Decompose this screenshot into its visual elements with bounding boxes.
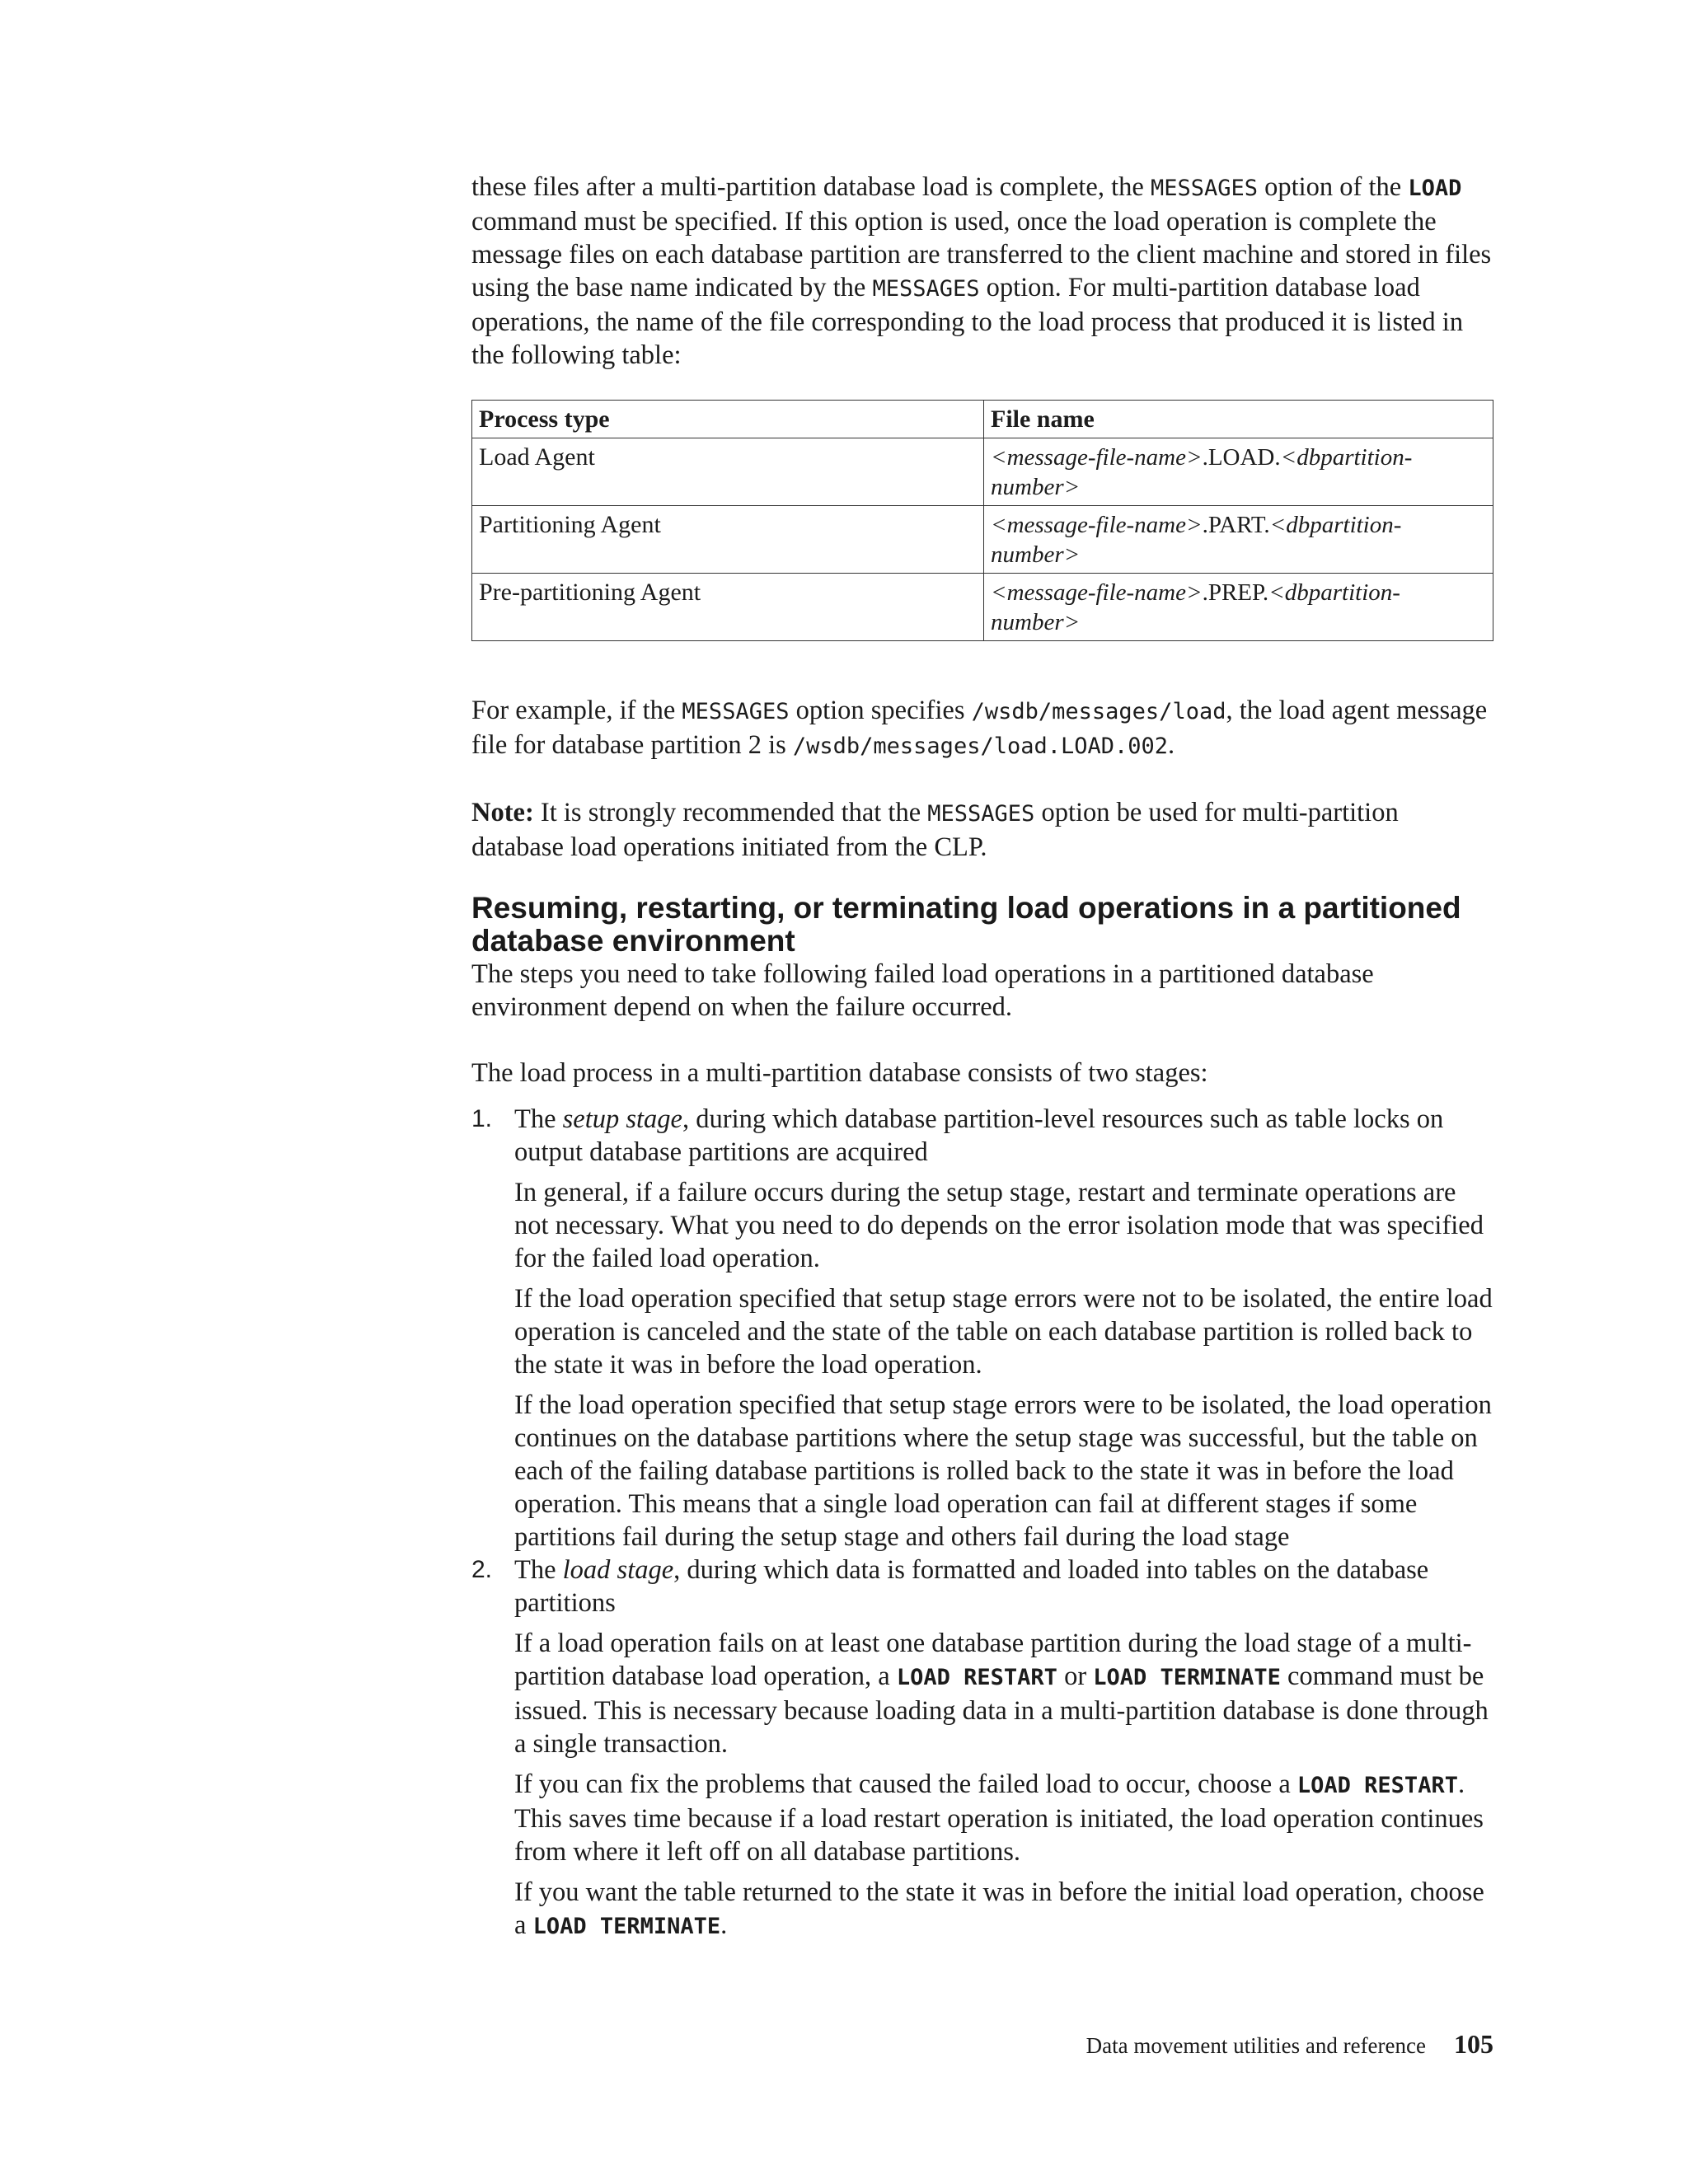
term-setup-stage: setup stage: [562, 1104, 682, 1134]
note-label: Note:: [471, 798, 534, 827]
list-number: 1.: [471, 1105, 493, 1132]
load-restart-command: LOAD RESTART: [896, 1665, 1057, 1690]
messages-option: MESSAGES: [1150, 176, 1258, 201]
messages-option: MESSAGES: [682, 699, 790, 724]
list-item-lead: The load stage, during which data is formatted and loaded into tables on the database partitions: [514, 1555, 1429, 1618]
note-paragraph: Note: It is strongly recommended that the MESSAGES option be used for multi-partition database load operations initiated from the CLP.: [471, 798, 1399, 862]
load-terminate-command: LOAD TERMINATE: [1093, 1665, 1281, 1690]
file-name-cell: <message-file-name>.LOAD.<dbpartition-number>: [984, 438, 1493, 506]
page-footer: [1086, 2027, 1493, 2062]
example-path: /wsdb/messages/load: [971, 699, 1226, 724]
messages-option: MESSAGES: [872, 276, 980, 302]
table-row: [472, 438, 1493, 506]
process-type-cell: Pre-partitioning Agent: [472, 574, 984, 641]
page-number: 105: [1454, 2029, 1493, 2059]
load-command: LOAD: [1408, 176, 1462, 201]
load-restart-command: LOAD RESTART: [1296, 1773, 1458, 1798]
column-header-process-type: Process type: [472, 401, 984, 438]
section-intro-paragraph: The steps you need to take following failed load operations in a partitioned database environment depend on when the failure occurred.: [471, 959, 1374, 1022]
term-load-stage: load stage: [562, 1555, 674, 1585]
list-item-paragraph: If you want the table returned to the state it was in before the initial load operation, choose a LOAD TERMINATE.: [514, 1877, 1484, 1940]
table-row: [472, 506, 1493, 574]
list-item-load-stage: [471, 1554, 1493, 1943]
file-name-cell: <message-file-name>.PREP.<dbpartition-number>: [984, 574, 1493, 641]
load-terminate-command: LOAD TERMINATE: [532, 1914, 721, 1939]
example-file-path: /wsdb/messages/load.LOAD.002: [792, 733, 1169, 759]
table-row: [472, 574, 1493, 641]
table-header-row: [472, 401, 1493, 438]
list-item-paragraph: If the load operation specified that setup stage errors were not to be isolated, the entire load operation is canceled and the state of the table on each database partition is rolled back to the state it was in before the load operation.: [514, 1284, 1493, 1380]
list-item-paragraph: If you can fix the problems that caused the failed load to occur, choose a LOAD RESTART. This saves time because if a load restart operation is initiated, the load operation continues from where it left off on all database partitions.: [514, 1769, 1484, 1867]
list-item-paragraph: In general, if a failure occurs during the setup stage, restart and terminate operations are not necessary. What you need to do depends on the error isolation mode that was specified for the failed load operation.: [514, 1178, 1484, 1273]
list-item-paragraph: If the load operation specified that setup stage errors were to be isolated, the load operation continues on the database partitions where the setup stage was successful, but the table on each of the failing database partitions is rolled back to the state it was in before the load operation. This means that a single load operation can fail at different stages if some partitions fail during the setup stage and others fail during the load stage: [514, 1390, 1492, 1552]
example-paragraph: For example, if the MESSAGES option specifies /wsdb/messages/load, the load agent message file for database partition 2 is /wsdb/messages/load.LOAD.002.: [471, 696, 1488, 760]
list-item-setup-stage: [471, 1103, 1493, 1554]
footer-title: Data movement utilities and reference: [1085, 2033, 1426, 2058]
list-item-lead: The setup stage, during which database partition-level resources such as table locks on output database partitions are acquired: [514, 1104, 1444, 1167]
stages-list: [471, 1103, 1493, 1943]
column-header-file-name: File name: [984, 401, 1493, 438]
stages-intro-paragraph: The load process in a multi-partition database consists of two stages:: [471, 1058, 1208, 1088]
intro-paragraph: these files after a multi-partition database load is complete, the MESSAGES option of the LOAD command must be specified. If this option is used, once the load operation is complete the message files on each database partition are transferred to the client machine and stored in files using the base name indicated by the MESSAGES option. For multi-partition database load operations, the name of the file corresponding to the load process that produced it is listed in the following table:: [471, 172, 1492, 370]
page-body: [471, 171, 1493, 1943]
list-item-paragraph: If a load operation fails on at least one database partition during the load stage of a multi-partition database load operation, a LOAD RESTART or LOAD TERMINATE command must be issued. This is necessary because loading data in a multi-partition database is done through a single transaction.: [514, 1629, 1489, 1759]
section-heading: Resuming, restarting, or terminating load operations in a partitioned database environment: [471, 891, 1461, 958]
messages-option: MESSAGES: [927, 801, 1035, 827]
file-name-cell: <message-file-name>.PART.<dbpartition-number>: [984, 506, 1493, 574]
message-file-table: [471, 400, 1493, 641]
list-number: 2.: [471, 1556, 493, 1583]
process-type-cell: Load Agent: [472, 438, 984, 506]
process-type-cell: Partitioning Agent: [472, 506, 984, 574]
